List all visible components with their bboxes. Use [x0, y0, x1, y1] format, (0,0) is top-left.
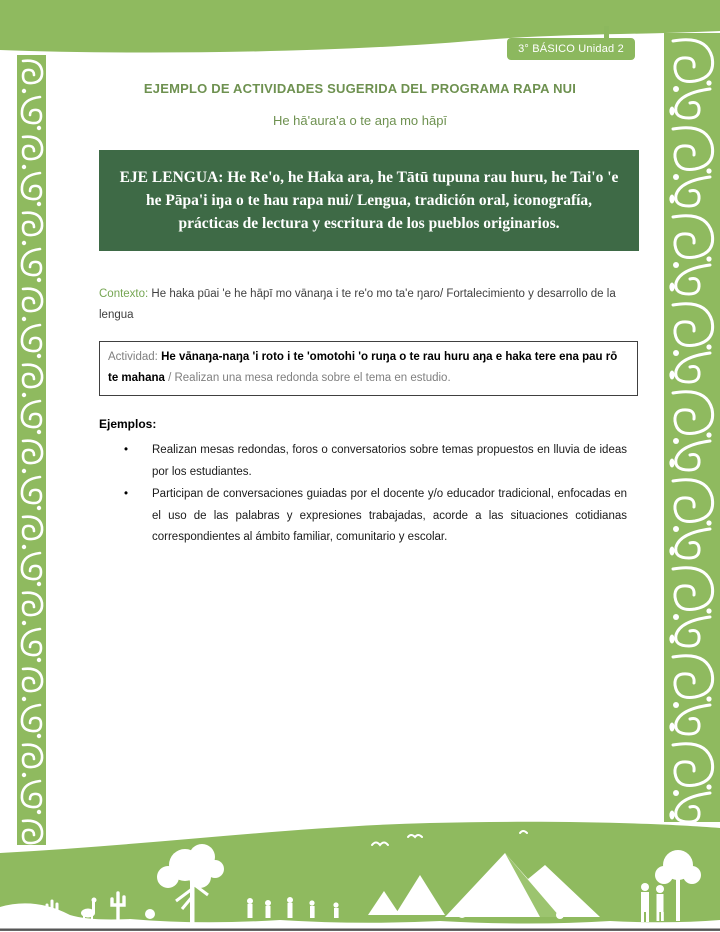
page-title: EJEMPLO DE ACTIVIDADES SUGERIDA DEL PROGRAMA RAPA NUI: [143, 81, 577, 96]
list-item-text: Participan de conversaciones guiadas por el docente y/o educador tradicional, enfocadas en el uso de las palabras y expresiones trabajadas, acorde a las situaciones cotidianas correspondientes al ámbito familiar, comunitario y escolar.: [152, 488, 627, 543]
eje-lengua-text: EJE LENGUA: He Re'o, he Haka ara, he Tātū tupuna rau huru, he Tai'o 'e he Pāpa'i iŋa o te hau rapa nui/ Lengua, tradición oral, iconografía, prácticas de lectura y escritura de los pueblos originarios.: [119, 169, 619, 232]
page-subtitle: He hā'aura'a o te aŋa mo hāpī: [272, 113, 448, 128]
actividad-spanish-text: / Realizan una mesa redonda sobre el tema en estudio.: [164, 372, 451, 384]
contexto-label: Contexto:: [99, 287, 149, 300]
actividad-rapanui-text: He vānaŋa-naŋa 'i roto i te 'omotohi 'o ruŋa o te rau huru aŋa e haka tere ena pau rō te mahana: [108, 351, 618, 384]
koru-border-right-icon: [664, 33, 720, 822]
list-item-text: Realizan mesas redondas, foros o conversatorios sobre temas propuestos en lluvia de ideas por los estudiantes.: [152, 444, 627, 478]
ejemplos-heading: Ejemplos:: [99, 417, 157, 431]
landscape-footer-illustration: [0, 817, 720, 932]
koru-border-left-icon: [17, 55, 46, 845]
list-item: [99, 440, 627, 483]
contexto-paragraph: [99, 284, 640, 326]
list-item: [99, 484, 627, 549]
actividad-box: [99, 341, 638, 396]
actividad-label: Actividad:: [108, 351, 162, 363]
ejemplos-list: [99, 440, 627, 550]
unit-badge-label: 3° BÁSICO Unidad 2: [518, 43, 624, 55]
eje-lengua-box: [99, 150, 639, 251]
unit-badge: [507, 38, 635, 60]
contexto-text: He haka pūai 'e he hāpī mo vānaŋa i te re'o mo ta'e ŋaro/ Fortalecimiento y desarrollo de la lengua: [99, 287, 616, 321]
